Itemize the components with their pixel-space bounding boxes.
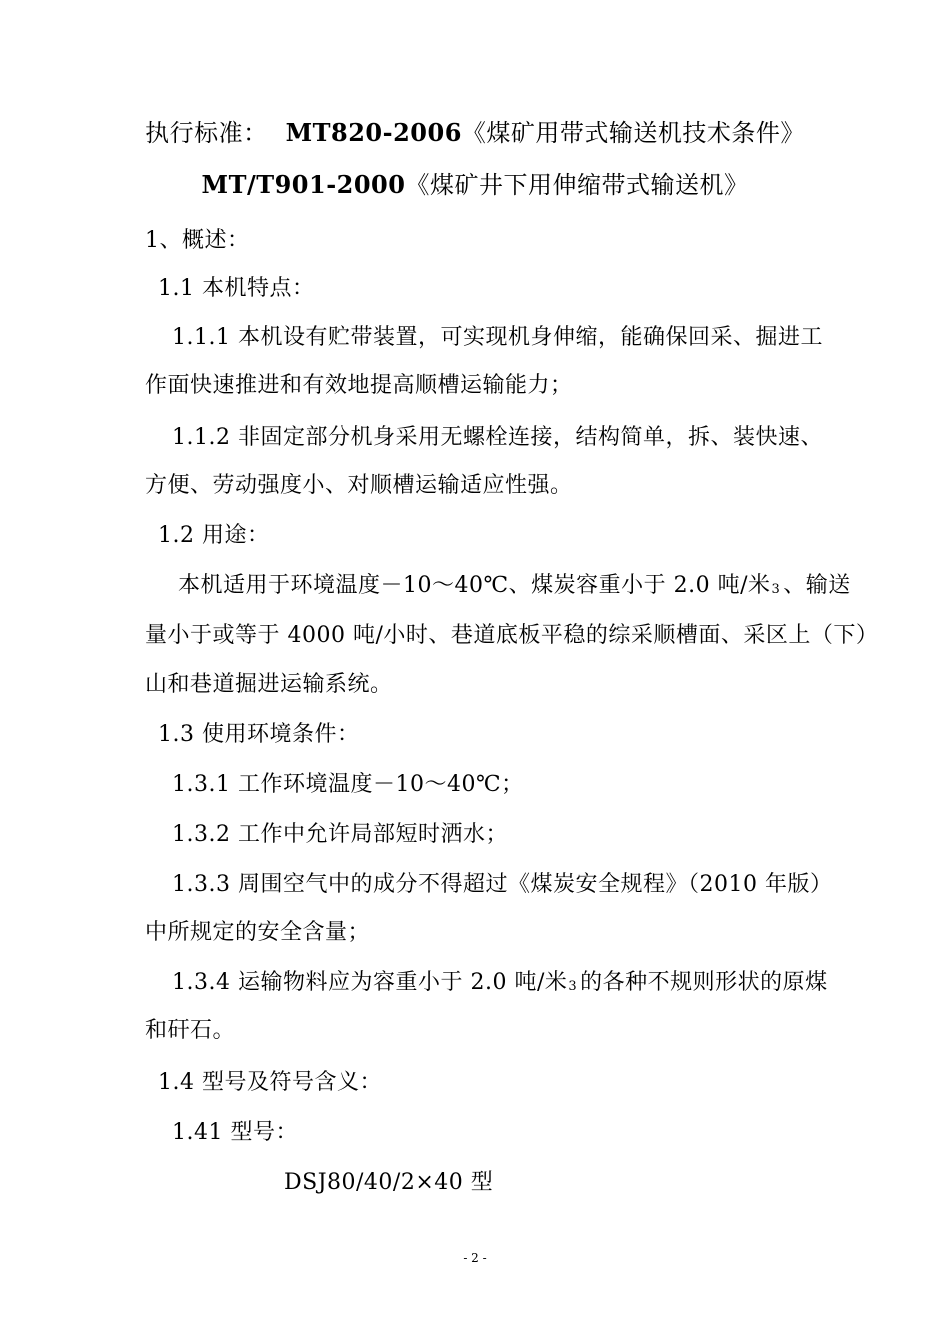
standard-title-2: 《煤矿井下用伸缩带式输送机》 <box>405 171 749 199</box>
item-1-3-4-text: 1.3.4 运输物料应为容重小于 2.0 吨/米 <box>172 970 568 995</box>
paragraph-1-2-line-2: 量小于或等于 4000 吨/小时、巷道底板平稳的综采顺槽面、采区上（下） <box>145 623 879 648</box>
item-1-3-2: 1.3.2 工作中允许局部短时洒水； <box>172 822 508 847</box>
item-1-3-3-line-1: 1.3.3 周围空气中的成分不得超过《煤炭安全规程》（2010 年版） <box>172 872 833 897</box>
section-heading-1-4-1: 1.41 型号： <box>172 1120 298 1145</box>
page-number: - 2 - <box>463 1251 487 1265</box>
item-1-3-4-line-2: 和矸石。 <box>145 1018 236 1043</box>
paragraph-1-2-line-1 <box>178 571 851 605</box>
superscript-3: 3 <box>771 582 781 597</box>
standard-line-2 <box>0 170 950 200</box>
paragraph-1-2-line-3: 山和巷道掘进运输系统。 <box>145 672 393 697</box>
item-1-3-4-line-1 <box>172 968 828 1002</box>
paragraph-1-1-2-line-2: 方便、劳动强度小、对顺槽运输适应性强。 <box>145 473 573 498</box>
superscript-3-b: 3 <box>568 979 578 994</box>
paragraph-1-2-tail: 、输送 <box>783 573 851 598</box>
section-heading-1: 1、概述： <box>145 228 250 253</box>
standard-code-1: MT820-2006 <box>285 118 462 147</box>
section-heading-1-4: 1.4 型号及符号含义： <box>158 1070 382 1095</box>
item-1-3-4-tail: 的各种不规则形状的原煤 <box>580 970 828 995</box>
paragraph-1-1-1-line-2: 作面快速推进和有效地提高顺槽运输能力； <box>145 373 573 398</box>
section-heading-1-2: 1.2 用途： <box>158 523 270 548</box>
standard-title-1: 《煤矿用带式输送机技术条件》 <box>461 119 805 147</box>
item-1-3-3-line-2: 中所规定的安全含量； <box>145 920 371 945</box>
standard-line-1 <box>0 118 950 148</box>
section-heading-1-3: 1.3 使用环境条件： <box>158 722 360 747</box>
standard-label: 执行标准： <box>145 119 268 147</box>
item-1-3-1: 1.3.1 工作环境温度－10～40℃； <box>172 772 524 797</box>
paragraph-1-2-text: 本机适用于环境温度－10～40℃、煤炭容重小于 2.0 吨/米 <box>178 573 771 598</box>
paragraph-1-1-1-line-1: 1.1.1 本机设有贮带装置，可实现机身伸缩，能确保回采、掘进工 <box>172 325 823 350</box>
paragraph-1-1-2-line-1: 1.1.2 非固定部分机身采用无螺栓连接，结构简单，拆、装快速、 <box>172 425 823 450</box>
standard-code-2: MT/T901-2000 <box>201 170 406 199</box>
section-heading-1-1: 1.1 本机特点： <box>158 276 315 301</box>
model-designation: DSJ80/40/2×40 型 <box>284 1170 494 1195</box>
